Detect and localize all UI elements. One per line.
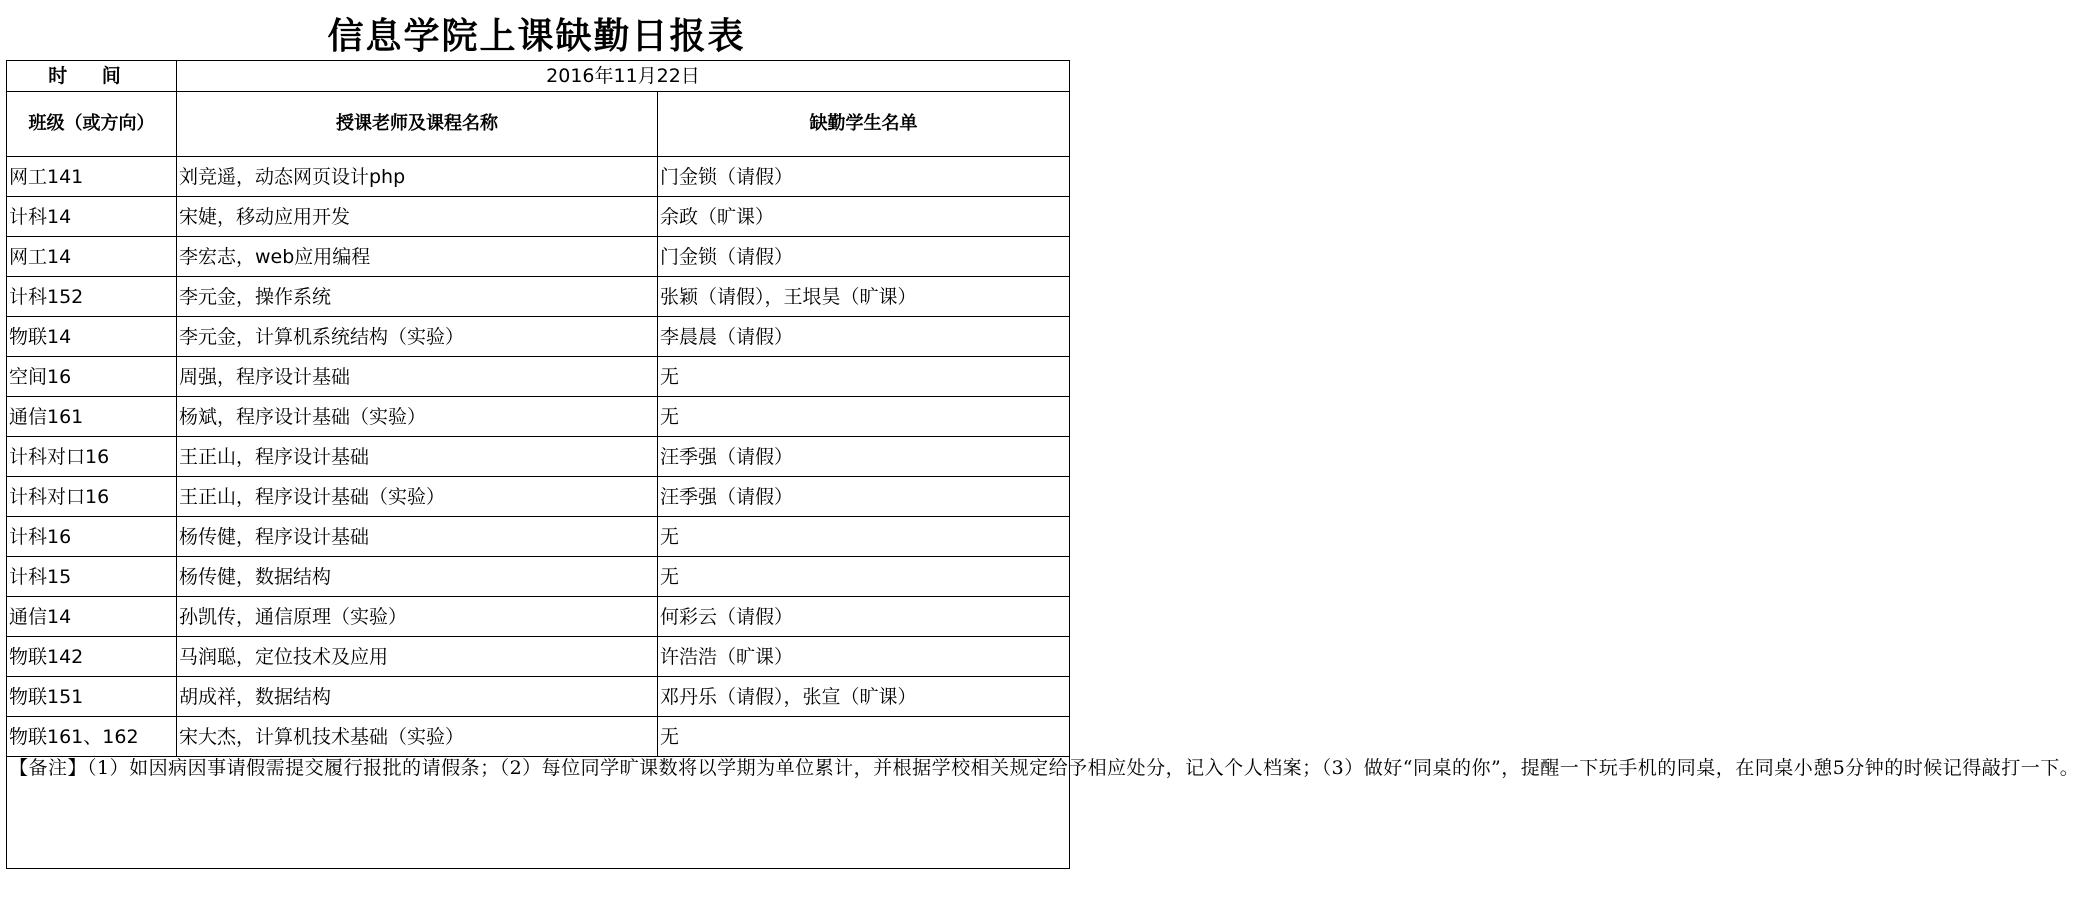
absent-students-cell: 余政（旷课）: [658, 197, 1070, 237]
class-cell: 网工141: [7, 157, 177, 197]
teacher-course-cell: 王正山，程序设计基础（实验）: [177, 477, 658, 517]
time-row: [7, 61, 1070, 92]
attendance-table-body: [7, 61, 2079, 869]
class-cell: 通信14: [7, 597, 177, 637]
class-cell: 空间16: [7, 357, 177, 397]
class-cell: 通信161: [7, 397, 177, 437]
table-row: [7, 517, 1070, 557]
attendance-table: [6, 60, 2079, 869]
teacher-course-cell: 刘竞遥，动态网页设计php: [177, 157, 658, 197]
table-row: [7, 597, 1070, 637]
header-row: [7, 92, 1070, 157]
table-row: [7, 397, 1070, 437]
header-teacher-course: 授课老师及课程名称: [177, 92, 658, 157]
absent-students-cell: 汪季强（请假）: [658, 437, 1070, 477]
teacher-course-cell: 马润聪，定位技术及应用: [177, 637, 658, 677]
time-label: 时 间: [7, 61, 177, 92]
report-title: 信息学院上课缺勤日报表: [327, 15, 746, 57]
absent-students-cell: 无: [658, 517, 1070, 557]
teacher-course-cell: 宋婕，移动应用开发: [177, 197, 658, 237]
absent-students-cell: 无: [658, 357, 1070, 397]
note-row: [7, 757, 1070, 869]
table-row: [7, 437, 1070, 477]
table-row: [7, 197, 1070, 237]
class-cell: 物联14: [7, 317, 177, 357]
absent-students-cell: 无: [658, 717, 1070, 757]
absent-students-cell: 邓丹乐（请假），张宣（旷课）: [658, 677, 1070, 717]
table-row: [7, 677, 1070, 717]
teacher-course-cell: 王正山，程序设计基础: [177, 437, 658, 477]
table-row: [7, 477, 1070, 517]
class-cell: 计科对口16: [7, 437, 177, 477]
class-cell: 物联142: [7, 637, 177, 677]
table-row: [7, 237, 1070, 277]
table-row: [7, 357, 1070, 397]
class-cell: 网工14: [7, 237, 177, 277]
teacher-course-cell: 周强，程序设计基础: [177, 357, 658, 397]
table-row: [7, 637, 1070, 677]
class-cell: 物联151: [7, 677, 177, 717]
teacher-course-cell: 李宏志，web应用编程: [177, 237, 658, 277]
teacher-course-cell: 孙凯传，通信原理（实验）: [177, 597, 658, 637]
teacher-course-cell: 杨斌，程序设计基础（实验）: [177, 397, 658, 437]
absent-students-cell: 李晨晨（请假）: [658, 317, 1070, 357]
class-cell: 计科对口16: [7, 477, 177, 517]
absent-students-cell: 汪季强（请假）: [658, 477, 1070, 517]
class-cell: 计科152: [7, 277, 177, 317]
report-date: 2016年11月22日: [177, 61, 1070, 92]
header-class: 班级（或方向）: [7, 92, 177, 157]
class-cell: 物联161、162: [7, 717, 177, 757]
teacher-course-cell: 胡成祥，数据结构: [177, 677, 658, 717]
absent-students-cell: 无: [658, 557, 1070, 597]
teacher-course-cell: 李元金，计算机系统结构（实验）: [177, 317, 658, 357]
table-row: [7, 717, 1070, 757]
teacher-course-cell: 李元金，操作系统: [177, 277, 658, 317]
absent-students-cell: 何彩云（请假）: [658, 597, 1070, 637]
teacher-course-cell: 宋大杰，计算机技术基础（实验）: [177, 717, 658, 757]
teacher-course-cell: 杨传健，数据结构: [177, 557, 658, 597]
class-cell: 计科14: [7, 197, 177, 237]
class-cell: 计科15: [7, 557, 177, 597]
absent-students-cell: 张颖（请假），王垠昊（旷课）: [658, 277, 1070, 317]
teacher-course-cell: 杨传健，程序设计基础: [177, 517, 658, 557]
header-absent-list: 缺勤学生名单: [658, 92, 1070, 157]
table-row: [7, 277, 1070, 317]
absent-students-cell: 门金锁（请假）: [658, 237, 1070, 277]
absent-students-cell: 无: [658, 397, 1070, 437]
absent-students-cell: 许浩浩（旷课）: [658, 637, 1070, 677]
table-row: [7, 557, 1070, 597]
absent-students-cell: 门金锁（请假）: [658, 157, 1070, 197]
note-text: 【备注】（1）如因病因事请假需提交履行报批的请假条；（2）每位同学旷课数将以学期为单位累计，并根据学校相关规定给予相应处分，记入个人档案；（3）做好“同桌的你”，提醒一下玩手机的同桌，在同桌小憩5分钟的时候记得敲打一下。: [7, 757, 1070, 869]
table-row: [7, 317, 1070, 357]
class-cell: 计科16: [7, 517, 177, 557]
table-row: [7, 157, 1070, 197]
